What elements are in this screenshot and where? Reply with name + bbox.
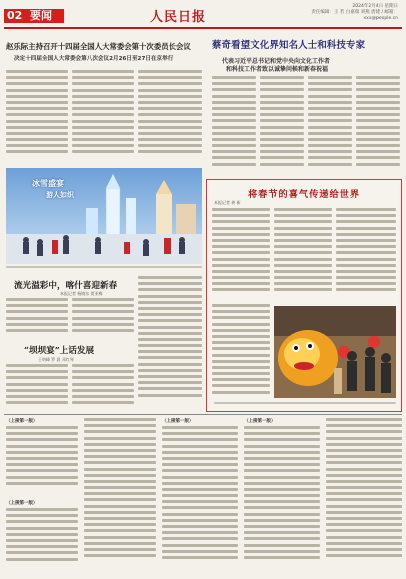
- lead-col-3: [138, 70, 202, 162]
- spring-col-2: [274, 208, 332, 300]
- kashgar-byline: 本报记者 杨晓东 贾亚梅: [60, 291, 103, 296]
- masthead: 人民日报: [150, 10, 207, 25]
- spring-col-1: [212, 208, 270, 300]
- caiqi-col-1: [212, 76, 256, 174]
- spring-col-3: [336, 208, 396, 300]
- lead-col-1: [6, 70, 68, 162]
- header-rule: [4, 27, 402, 29]
- caiqi-subhead-2: 和科技工作者致以诚挚问候和新春祝福: [226, 66, 329, 73]
- lead-col-2: [72, 70, 134, 162]
- banquet-byline: 王明峰 罗 晨 邓红琴: [38, 357, 74, 362]
- editor-line: 责任编辑：王 若 白嘉瑞 刘燕 唐建 / 邮箱：xxx@people.cn: [311, 10, 398, 21]
- bottom-col-5: [326, 418, 402, 574]
- bottom-col1-head-2: （上接第一版）: [6, 501, 38, 506]
- bottom-col-1a: [6, 426, 78, 496]
- spring-headline: 将春节的喜气传递给世界: [247, 189, 361, 200]
- page-header: [0, 0, 406, 30]
- dragon-photo-caption: [214, 402, 396, 408]
- dateline: [288, 4, 398, 22]
- ice-festival-photo: [6, 168, 202, 264]
- dragon-dance-photo: [274, 306, 396, 398]
- bottom-col-4: [244, 426, 320, 574]
- issue-date: 2024年2月4日 星期日: [352, 4, 398, 9]
- ice-overlay-title: 冰雪盛宴: [32, 179, 64, 188]
- page-number: 02: [7, 9, 23, 22]
- spring-byline: 本报记者 龚 新: [214, 200, 241, 205]
- banquet-headline: “坝坝宴”上话发展: [24, 346, 95, 356]
- caiqi-col-2: [260, 76, 304, 174]
- bottom-col1-head: （上接第一版）: [6, 419, 38, 424]
- lower-divider: [4, 414, 402, 415]
- kashgar-headline: 流光溢彩中，喀什喜迎新春: [14, 281, 118, 291]
- banquet-col-1: [6, 364, 68, 410]
- dragon-dance-illustration: [274, 306, 396, 398]
- lead-headline: 赵乐际主持召开十四届全国人大常委会第十次委员长会议: [6, 42, 191, 51]
- ice-overlay-subtitle: 游人如织: [46, 191, 74, 199]
- bottom-col4-head: （上接第一版）: [244, 419, 276, 424]
- middle-col: [138, 276, 202, 408]
- section-name: 要闻: [30, 9, 52, 22]
- bottom-col-1b: [6, 508, 78, 574]
- bottom-col-3: [162, 426, 238, 574]
- caiqi-headline: 蔡奇看望文化界知名人士和科技专家: [212, 40, 366, 51]
- ice-photo-caption: [6, 266, 202, 272]
- kashgar-col-1: [6, 298, 68, 338]
- bottom-col-2: [84, 418, 156, 574]
- spring-col-4: [212, 304, 270, 400]
- kashgar-col-2: [72, 298, 134, 338]
- caiqi-subhead-1: 代表习近平总书记和党中央向文化工作者: [222, 58, 331, 65]
- lead-subhead: 决定十四届全国人大常委会第八次会议2月26日至27日在京举行: [14, 56, 174, 62]
- caiqi-col-4: [356, 76, 400, 174]
- banquet-col-2: [72, 364, 134, 410]
- bottom-col3-head: （上接第一版）: [162, 419, 194, 424]
- caiqi-col-3: [308, 76, 352, 174]
